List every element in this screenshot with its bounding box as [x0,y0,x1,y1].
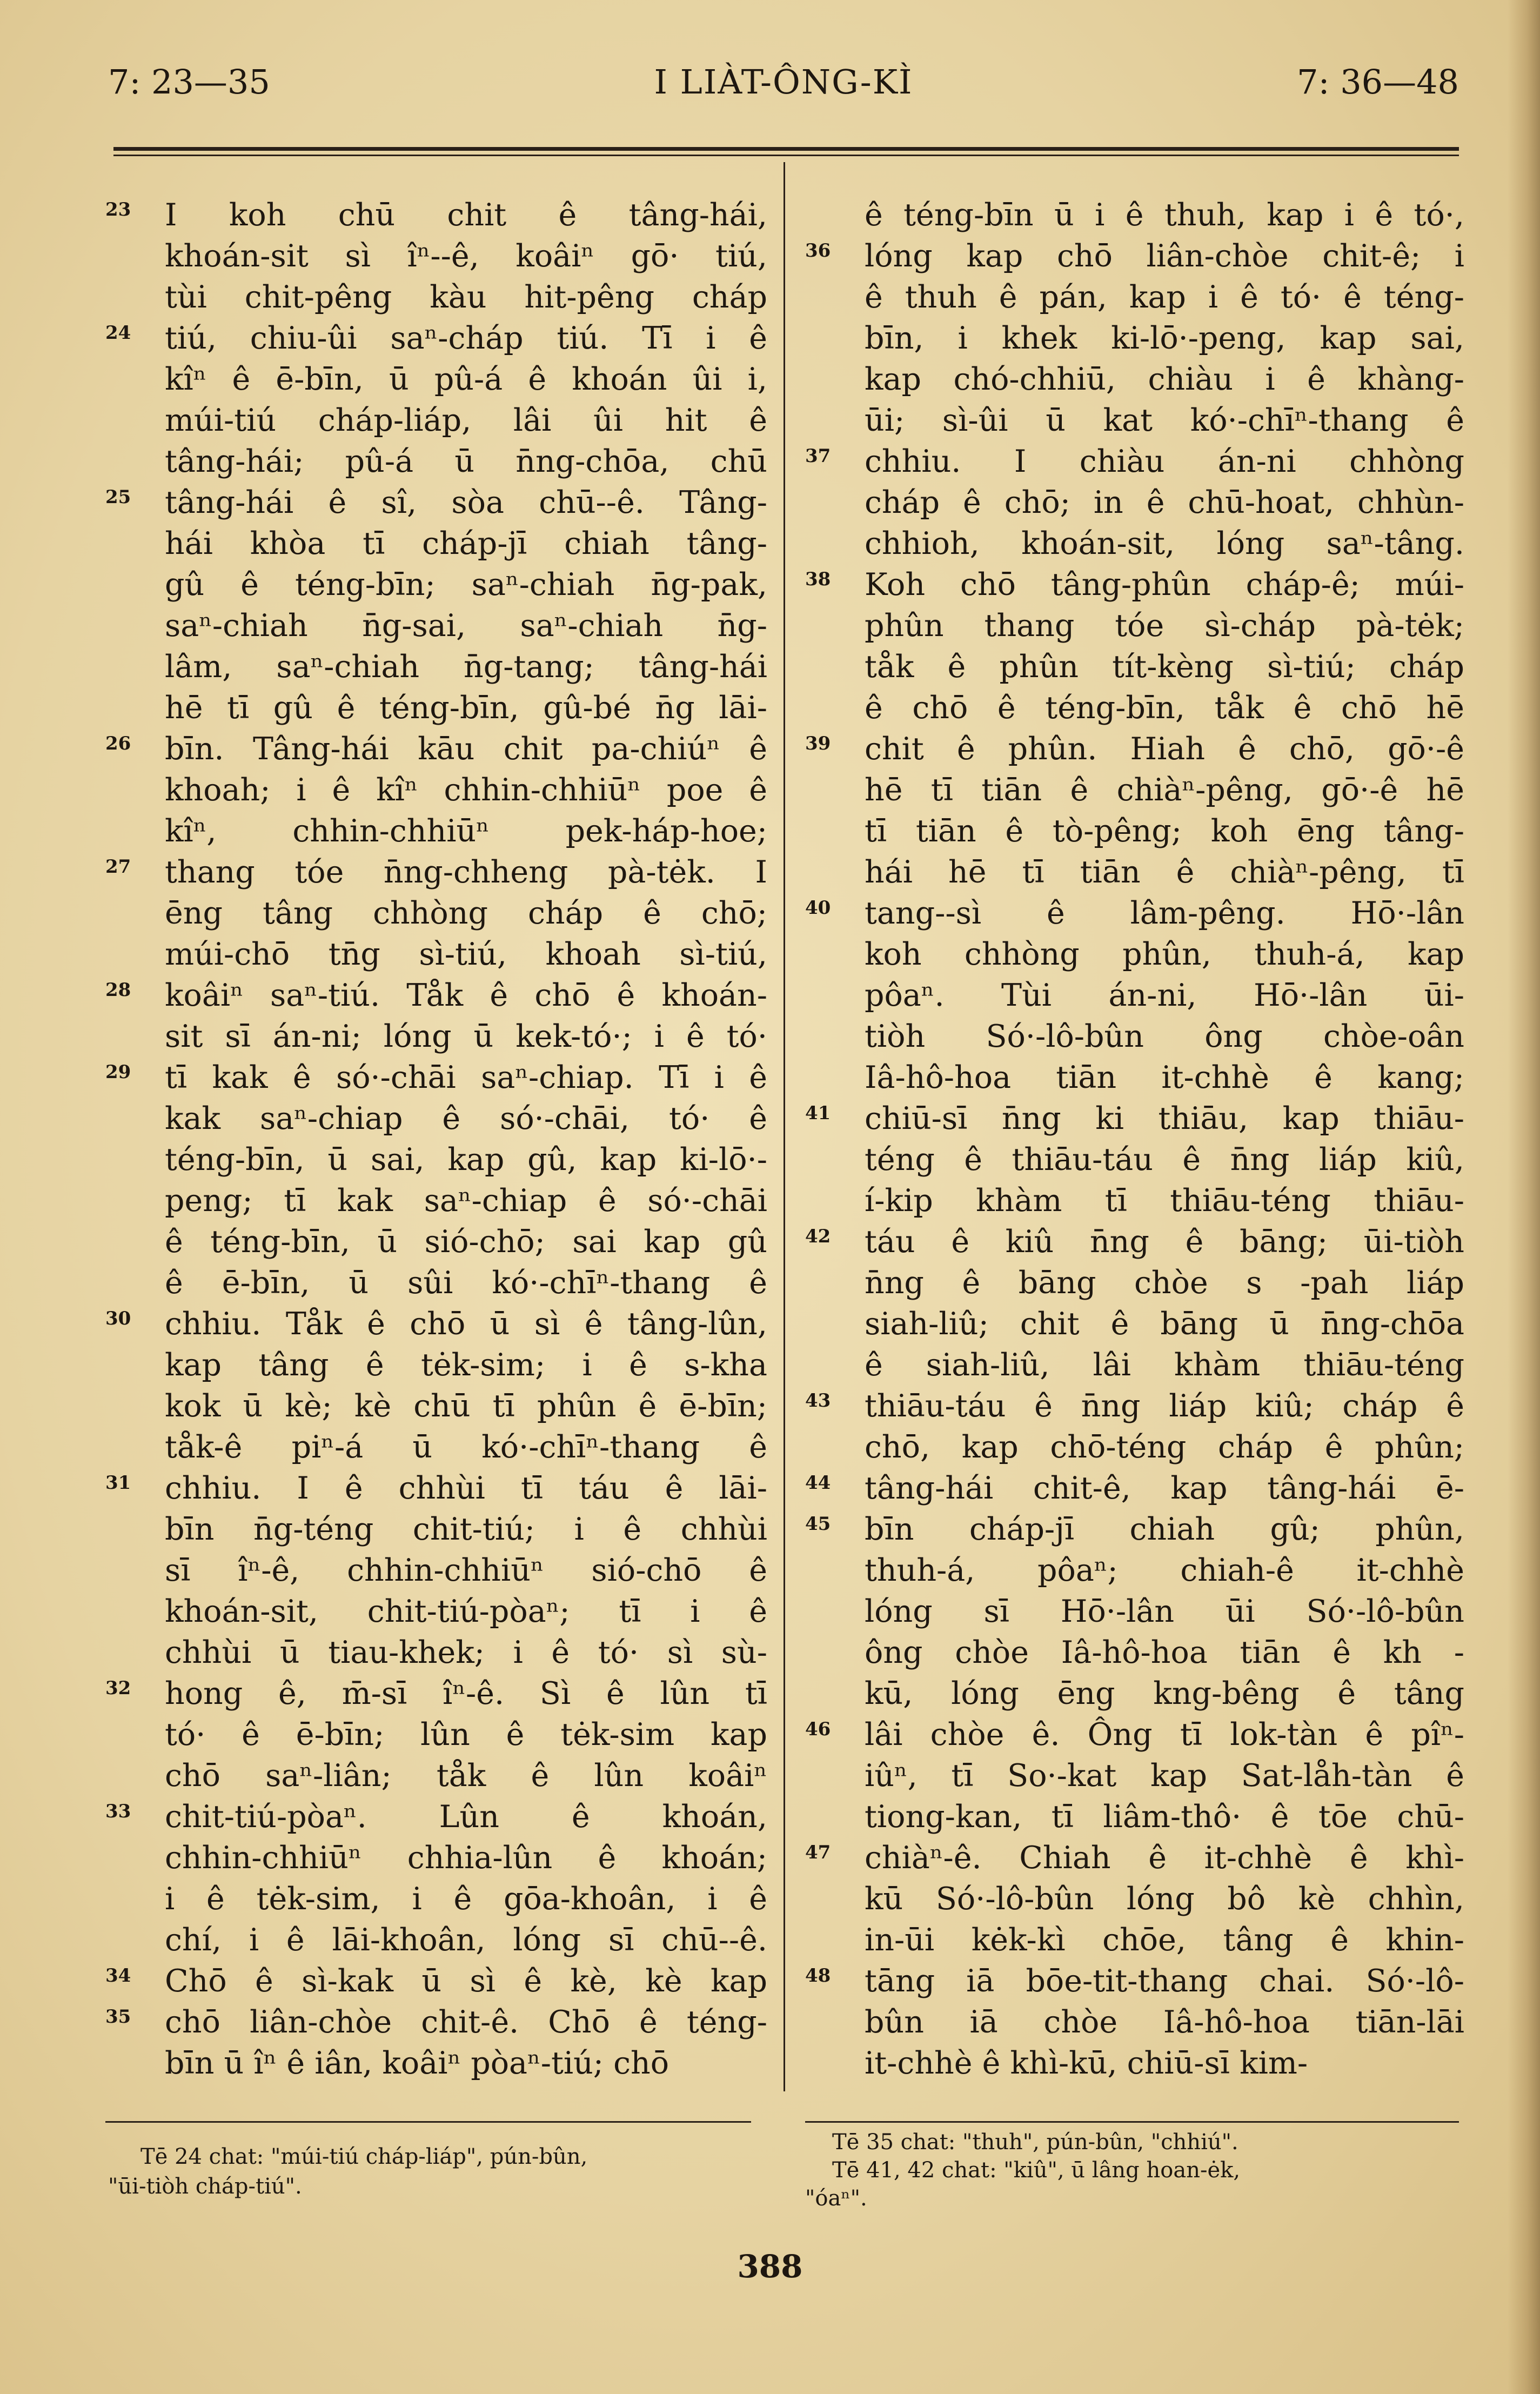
running-header [108,57,1459,116]
line-text: chí, i ê lāi-khoân, lóng sī chū--ê. [165,1922,767,1958]
line-text: chō saⁿ-liân; tåk ê lûn koâiⁿ [165,1758,767,1794]
line-text: pôaⁿ. Tùi án-ni, Hō·-lân ūi- [865,978,1464,1013]
text-line [105,2002,767,2043]
footnote-right-line3: "óaⁿ". [805,2186,867,2211]
verse-number: 33 [105,1801,131,1822]
line-text: khoán-sit sì îⁿ--ê, koâiⁿ gō· tiú, [165,238,767,274]
text-line [805,400,1464,441]
line-text: kap chó-chhiū, chiàu i ê khàng- [865,362,1464,397]
text-line [805,852,1464,893]
line-text: thang tóe n̄ng-chheng pà-tėk. I [165,854,767,890]
text-line [805,523,1464,564]
text-line [805,1098,1464,1139]
line-text: tåk-ê piⁿ-á ū kó·-chīⁿ-thang ê [165,1429,767,1465]
text-line [805,482,1464,523]
text-line [105,1016,767,1057]
text-line [805,1755,1464,1796]
text-line [805,1303,1464,1345]
text-line [805,2002,1464,2043]
line-text: kîⁿ, chhin-chhiūⁿ pek-háp-hoe; [165,813,767,849]
verse-number: 25 [105,486,131,508]
line-text: tùi chit-pêng kàu hit-pêng cháp [165,279,767,315]
line-text: ê chō ê téng-bīn, tåk ê chō hē [865,690,1464,726]
text-line [805,195,1464,236]
line-text: kū, lóng ēng kng-bêng ê tâng [865,1676,1464,1711]
verse-number: 41 [805,1102,831,1124]
verse-number: 24 [105,322,131,344]
text-line [105,1591,767,1632]
column-divider [784,162,785,2091]
verse-number: 40 [805,897,831,919]
line-text: thuh-á, pôaⁿ; chiah-ê it-chhè [865,1553,1464,1588]
verse-number: 35 [105,2006,131,2028]
text-line [805,277,1464,318]
line-text: bīn. Tâng-hái kāu chit pa-chiúⁿ ê [165,731,767,767]
verse-number: 46 [805,1718,831,1740]
text-line [105,1920,767,1961]
text-line [805,318,1464,359]
line-text: sit sī án-ni; lóng ū kek-tó·; i ê tó· [165,1019,767,1054]
text-line [105,687,767,728]
text-line [105,195,767,236]
line-text: bīn, i khek ki-lō·-peng, kap sai, [865,320,1464,356]
line-text: tåk ê phûn tít-kèng sì-tiú; cháp [865,649,1464,685]
text-line [105,2043,767,2084]
line-text: chit ê phûn. Hiah ê chō, gō·-ê [865,731,1464,767]
text-line [805,1180,1464,1221]
verse-number: 26 [105,733,131,754]
line-text: tiong-kan, tī liâm-thô· ê tōe chū- [865,1799,1464,1835]
page-spine-shadow [1508,0,1540,2394]
line-text: chhiu. Tåk ê chō ū sì ê tâng-lûn, [165,1306,767,1342]
right-text-column [805,195,1464,2084]
line-text: koâiⁿ saⁿ-tiú. Tåk ê chō ê khoán- [165,978,767,1013]
line-text: ūi; sì-ûi ū kat kó·-chīⁿ-thang ê [865,403,1464,438]
line-text: tī kak ê só·-chāi saⁿ-chiap. Tī i ê [165,1060,767,1095]
line-text: hái khòa tī cháp-jī chiah tâng- [165,526,767,561]
text-line [105,1262,767,1303]
line-text: gû ê téng-bīn; saⁿ-chiah n̄g-pak, [165,567,767,603]
header-rule-thin [113,155,1459,156]
line-text: cháp ê chō; in ê chū-hoat, chhùn- [865,485,1464,520]
text-line [805,1714,1464,1755]
line-text: lâi chòe ê. Ông tī lok-tàn ê pîⁿ- [865,1717,1464,1753]
text-line [105,1673,767,1714]
line-text: múi-tiú cháp-liáp, lâi ûi hit ê [165,403,767,438]
line-text: ê téng-bīn ū i ê thuh, kap i ê tó·, [865,197,1464,233]
text-line [105,1878,767,1920]
line-text: Chō ê sì-kak ū sì ê kè, kè kap [165,1963,767,1999]
line-text: ê siah-liû, lâi khàm thiāu-téng [865,1347,1464,1383]
line-text: bīn cháp-jī chiah gû; phûn, [865,1512,1464,1547]
text-line [105,400,767,441]
line-text: khoah; i ê kîⁿ chhin-chhiūⁿ poe ê [165,772,767,808]
verse-number: 44 [805,1472,831,1494]
line-text: chō, kap chō-téng cháp ê phûn; [865,1429,1464,1465]
line-text: chhùi ū tiau-khek; i ê tó· sì sù- [165,1635,767,1670]
verse-number: 34 [105,1965,131,1987]
text-line [105,811,767,852]
text-line [105,1468,767,1509]
verse-number: 39 [805,733,831,754]
footnote-rule-left [105,2121,751,2123]
text-line [105,975,767,1016]
line-text: I koh chū chit ê tâng-hái, [165,197,767,233]
line-text: lâm, saⁿ-chiah n̄g-tang; tâng-hái [165,649,767,685]
text-line [105,1057,767,1098]
line-text: tāng iā bōe-tit-thang chai. Só·-lô- [865,1963,1464,1999]
line-text: kap tâng ê tėk-sim; i ê s-kha [165,1347,767,1383]
verse-number: 31 [105,1472,131,1494]
footnote-left-line1: Tē 24 chat: "múi-tiú cháp-liáp", pún-bûn, [140,2144,588,2169]
line-text: ê ē-bīn, ū sûi kó·-chīⁿ-thang ê [165,1265,767,1301]
text-line [105,1139,767,1180]
verse-number: 23 [105,199,131,220]
line-text: tâng-hái chit-ê, kap tâng-hái ē- [865,1470,1464,1506]
line-text: í-kip khàm tī thiāu-téng thiāu- [865,1183,1464,1219]
line-text: in-ūi kėk-kì chōe, tâng ê khin- [865,1922,1464,1958]
text-line [105,1221,767,1262]
line-text: khoán-sit, chit-tiú-pòaⁿ; tī i ê [165,1594,767,1629]
line-text: sī îⁿ-ê, chhin-chhiūⁿ sió-chō ê [165,1553,767,1588]
line-text: tiú, chiu-ûi saⁿ-cháp tiú. Tī i ê [165,320,767,356]
text-line [805,1016,1464,1057]
line-text: koh chhòng phûn, thuh-á, kap [865,937,1464,972]
text-line [105,441,767,482]
verse-number: 27 [105,856,131,878]
text-line [805,770,1464,811]
text-line [105,1509,767,1550]
text-line [105,1961,767,2002]
line-text: hē tī tiān ê chiàⁿ-pêng, gō·-ê hē [865,772,1464,808]
text-line [805,934,1464,975]
line-text: ông chòe Iâ-hô-hoa tiān ê kh - [865,1635,1464,1670]
text-line [805,893,1464,934]
line-text: saⁿ-chiah n̄g-sai, saⁿ-chiah n̄g- [165,608,767,644]
text-line [105,1386,767,1427]
text-line [805,1221,1464,1262]
line-text: Iâ-hô-hoa tiān it-chhè ê kang; [865,1060,1464,1095]
text-line [105,646,767,687]
verse-number: 37 [805,445,831,467]
line-text: bīn n̄g-téng chit-tiú; i ê chhùi [165,1512,767,1547]
footnote-rule-right [805,2121,1459,2123]
line-text: peng; tī kak saⁿ-chiap ê só·-chāi [165,1183,767,1219]
line-text: chō liân-chòe chit-ê. Chō ê téng- [165,2004,767,2040]
text-line [805,1796,1464,1837]
verse-number: 30 [105,1308,131,1329]
line-text: i ê tėk-sim, i ê gōa-khoân, i ê [165,1881,767,1917]
text-line [805,975,1464,1016]
line-text: ê téng-bīn, ū sió-chō; sai kap gû [165,1224,767,1260]
line-text: kū Só·-lô-bûn lóng bô kè chhìn, [865,1881,1464,1917]
header-right-reference: 7: 36—48 [1297,62,1459,102]
text-line [805,1262,1464,1303]
line-text: bûn iā chòe Iâ-hô-hoa tiān-lāi [865,2004,1464,2040]
line-text: chit-tiú-pòaⁿ. Lûn ê khoán, [165,1799,767,1835]
line-text: chhioh, khoán-sit, lóng saⁿ-tâng. [865,526,1464,561]
line-text: bīn ū îⁿ ê iân, koâiⁿ pòaⁿ-tiú; chō [165,2045,669,2081]
text-line [805,687,1464,728]
verse-number: 43 [805,1390,831,1412]
text-line [105,1098,767,1139]
text-line [805,646,1464,687]
line-text: chiū-sī n̄ng ki thiāu, kap thiāu- [865,1101,1464,1136]
text-line [105,523,767,564]
line-text: tī tiān ê tò-pêng; koh ēng tâng- [865,813,1464,849]
text-line [105,1303,767,1345]
page-number: 388 [737,2248,803,2285]
footnote-right-line1: Tē 35 chat: "thuh", pún-bûn, "chhiú". [832,2130,1238,2155]
text-line [805,811,1464,852]
verse-number: 47 [805,1842,831,1863]
line-text: téng-bīn, ū sai, kap gû, kap ki-lō·- [165,1142,767,1178]
line-text: tó· ê ē-bīn; lûn ê tėk-sim kap [165,1717,767,1753]
line-text: n̄ng ê bāng chòe s -pah liáp [865,1265,1464,1301]
line-text: hong ê, m̄-sī îⁿ-ê. Sì ê lûn tī [165,1676,767,1711]
verse-number: 42 [805,1226,831,1247]
text-line [105,893,767,934]
text-line [805,1632,1464,1673]
text-line [805,1386,1464,1427]
verse-number: 29 [105,1061,131,1083]
text-line [105,359,767,400]
text-line [805,1139,1464,1180]
line-text: chhiu. I ê chhùi tī táu ê lāi- [165,1470,767,1506]
line-text: kak saⁿ-chiap ê só·-chāi, tó· ê [165,1101,767,1136]
text-line [805,359,1464,400]
line-text: siah-liû; chit ê bāng ū n̄ng-chōa [865,1306,1464,1342]
text-line [105,728,767,770]
text-line [105,236,767,277]
text-line [105,277,767,318]
line-text: kok ū kè; kè chū tī phûn ê ē-bīn; [165,1388,767,1424]
text-line [805,1550,1464,1591]
line-text: hái hē tī tiān ê chiàⁿ-pêng, tī [865,854,1464,890]
text-line [805,1509,1464,1550]
text-line [805,564,1464,605]
text-line [805,1673,1464,1714]
text-line [105,1180,767,1221]
line-text: chiàⁿ-ê. Chiah ê it-chhè ê khì- [865,1840,1464,1876]
text-line [105,482,767,523]
left-text-column [105,195,767,2084]
line-text: chhin-chhiūⁿ chhia-lûn ê khoán; [165,1840,767,1876]
line-text: lóng kap chō liân-chòe chit-ê; i [865,238,1464,274]
text-line [805,1427,1464,1468]
verse-number: 48 [805,1965,831,1987]
line-text: thiāu-táu ê n̄ng liáp kiû; cháp ê [865,1388,1464,1424]
text-line [805,1468,1464,1509]
line-text: tâng-hái; pû-á ū n̄ng-chōa, chū [165,444,767,479]
footnote-right-line2: Tē 41, 42 chat: "kiû", ū lâng hoan-ėk, [832,2158,1241,2183]
line-text: múi-chō tn̄g sì-tiú, khoah sì-tiú, [165,937,767,972]
text-line [805,1591,1464,1632]
line-text: Koh chō tâng-phûn cháp-ê; múi- [865,567,1464,603]
verse-number: 36 [805,240,831,262]
text-line [805,728,1464,770]
line-text: ê thuh ê pán, kap i ê tó· ê téng- [865,279,1464,315]
line-text: tâng-hái ê sî, sòa chū--ê. Tâng- [165,485,767,520]
text-line [805,2043,1464,2084]
line-text: tang--sì ê lâm-pêng. Hō·-lân [865,895,1464,931]
verse-number: 28 [105,979,131,1001]
header-left-reference: 7: 23—35 [108,62,270,102]
text-line [805,605,1464,646]
header-rule-thick [113,147,1459,151]
text-line [805,1837,1464,1878]
line-text: téng ê thiāu-táu ê n̄ng liáp kiû, [865,1142,1464,1178]
line-text: kîⁿ ê ē-bīn, ū pû-á ê khoán ûi i, [165,362,767,397]
line-text: it-chhè ê khì-kū, chiū-sī kim- [865,2045,1308,2081]
text-line [105,934,767,975]
text-line [805,441,1464,482]
text-line [105,1345,767,1386]
verse-number: 32 [105,1677,131,1699]
line-text: tiòh Só·-lô-bûn ông chòe-oân [865,1019,1464,1054]
text-line [105,1755,767,1796]
line-text: ēng tâng chhòng cháp ê chō; [165,895,767,931]
text-line [105,1714,767,1755]
text-line [105,1550,767,1591]
text-line [105,605,767,646]
verse-number: 45 [805,1513,831,1535]
line-text: hē tī gû ê téng-bīn, gû-bé n̄g lāi- [165,690,767,726]
header-book-title: I LIÀT-ÔNG-KÌ [654,62,913,102]
text-line [805,1057,1464,1098]
text-line [105,318,767,359]
footnote-left-line2: "ūi-tiòh cháp-tiú". [108,2174,302,2199]
text-line [105,770,767,811]
line-text: iûⁿ, tī So·-kat kap Sat-låh-tàn ê [865,1758,1464,1794]
line-text: phûn thang tóe sì-cháp pà-tėk; [865,608,1464,644]
text-line [105,852,767,893]
text-line [105,564,767,605]
text-line [105,1632,767,1673]
text-line [105,1837,767,1878]
verse-number: 38 [805,569,831,590]
text-line [105,1796,767,1837]
text-line [105,1427,767,1468]
line-text: lóng sī Hō·-lân ūi Só·-lô-bûn [865,1594,1464,1629]
text-line [805,1345,1464,1386]
line-text: táu ê kiû n̄ng ê bāng; ūi-tiòh [865,1224,1464,1260]
text-line [805,1961,1464,2002]
text-line [805,1920,1464,1961]
text-line [805,1878,1464,1920]
line-text: chhiu. I chiàu án-ni chhòng [865,444,1464,479]
text-line [805,236,1464,277]
